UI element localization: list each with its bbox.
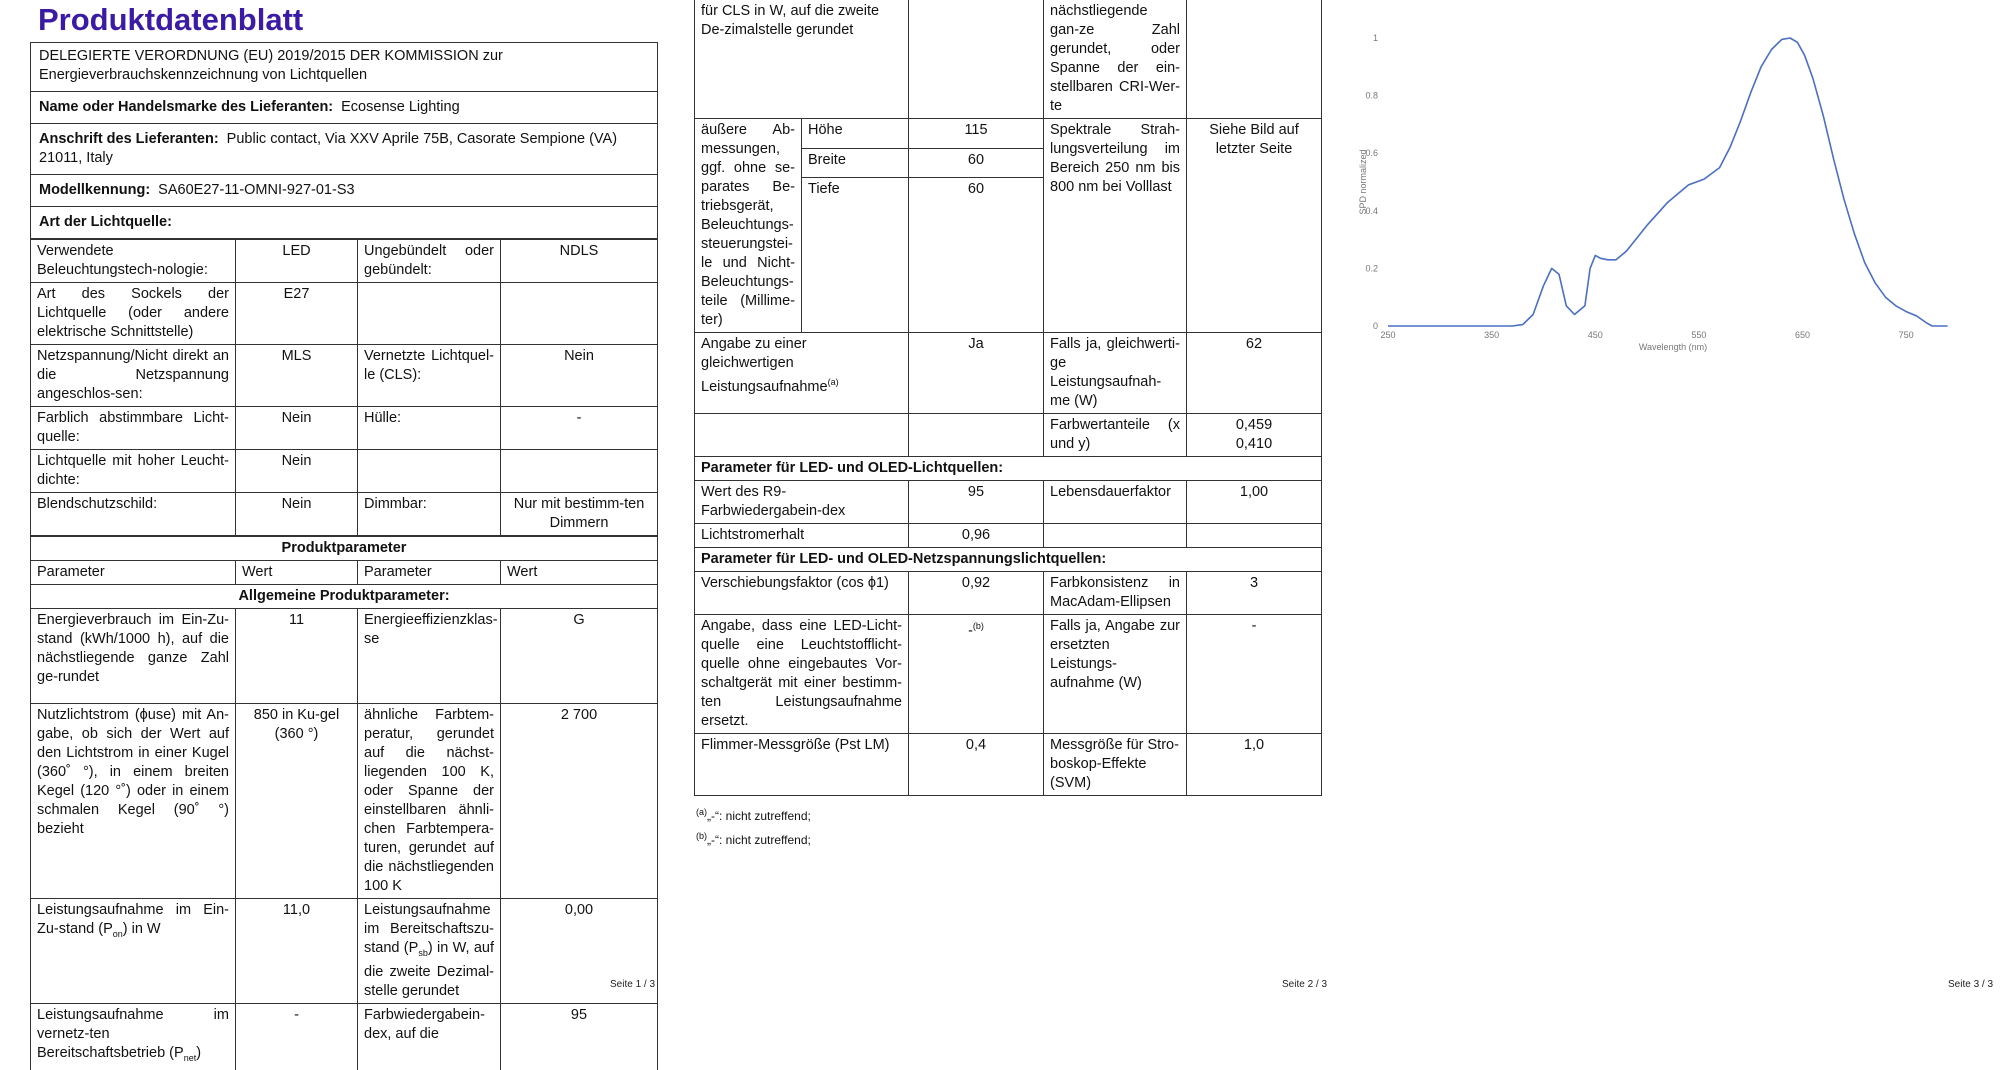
spd-series-line (1388, 38, 1948, 326)
col-value-1: Wert (236, 561, 358, 585)
cont-right-value (1187, 0, 1322, 119)
equiv-value: Ja (909, 333, 1044, 414)
page-3-footer: Seite 3 / 3 (1948, 979, 1994, 990)
regulation-header: DELEGIERTE VERORDNUNG (EU) 2019/2015 DER KOMMISSION zur Energieverbrauchskennzeichnung von Lichtquellen (30, 42, 658, 92)
dim-height-label: Höhe (802, 119, 909, 149)
source-label2-5: Dimmbar: (358, 493, 501, 536)
general-label-1: Nutzlichtstrom (ϕuse) mit An-gabe, ob sich der Wert auf den Lichtstrom in einer Kugel (360˚ °), in einem breiten Kegel (120 °˚) oder in einem schmalen Kegel (90˚ °) bezieht (31, 704, 236, 899)
general-value-0: 11 (236, 609, 358, 704)
y-tick-label: 0.2 (1365, 263, 1378, 274)
strobo-value: 1,0 (1187, 734, 1322, 796)
replace-power-value: - (1187, 615, 1322, 734)
source-value-3: Nein (236, 407, 358, 450)
flicker-label: Flimmer-Messgröße (Pst LM) (695, 734, 909, 796)
source-label2-4 (358, 450, 501, 493)
source-value-0: LED (236, 240, 358, 283)
general-value2-0: G (501, 609, 658, 704)
equiv-power-label: Falls ja, gleichwerti-ge Leistungsaufnah-me (W) (1044, 333, 1187, 414)
source-value2-1 (501, 283, 658, 345)
r9-value: 95 (909, 481, 1044, 524)
model-row (30, 175, 658, 207)
model-value: SA60E27-11-OMNI-927-01-S3 (158, 182, 355, 198)
general-label2-0: Energieeffizienzklas-se (358, 609, 501, 704)
x-axis-label: Wavelength (nm) (1638, 342, 1708, 352)
source-label-1: Art des Sockels der Lichtquelle (oder andere elektrische Schnittstelle) (31, 283, 236, 345)
x-tick-label: 450 (1587, 330, 1603, 340)
x-tick-label: 750 (1898, 330, 1914, 340)
lumen-value: 0,96 (909, 524, 1044, 548)
general-value-1: 850 in Ku-gel (360 °) (236, 704, 358, 899)
standby-label: Leistungsaufnahme im Bereitschaftszu-stand $(P_{sb})$ in W, auf die zweite Dezimal-stelle gerundet (358, 899, 501, 1004)
y-tick-label: 0 (1372, 321, 1378, 331)
page-1 (30, 0, 658, 1070)
replace-power-label: Falls ja, Angabe zur ersetzten Leistungs-aufnahme (W) (1044, 615, 1187, 734)
page-1-footer: Seite 1 / 3 (610, 979, 656, 990)
source-label-4: Lichtquelle mit hoher Leucht-dichte: (31, 450, 236, 493)
equiv-label: Angabe zu einer gleichwertigen Leistungsaufnahme$^{(a)}$ (695, 333, 909, 414)
col-parameter-1: Parameter (31, 561, 236, 585)
page-2-footer: Seite 2 / 3 (1282, 979, 1328, 990)
cri-label: Farbwiedergabein-dex, auf die (358, 1003, 501, 1069)
macadam-label: Farbkonsistenz in MacAdam-Ellipsen (1044, 572, 1187, 615)
source-value-2: MLS (236, 345, 358, 407)
footnote-a: $^{(a)}$„-“: nicht zutreffend; (696, 807, 811, 823)
dim-width-value: 60 (909, 148, 1044, 178)
power-on-label: Leistungsaufnahme im Ein-Zu-stand $(P_{on})$ in W (31, 899, 236, 1004)
col-parameter-2: Parameter (358, 561, 501, 585)
lumen-label: Lichtstromerhalt (695, 524, 909, 548)
supplier-address-label: Anschrift des Lieferanten: (39, 131, 219, 147)
page-title: Produktdatenblatt (38, 2, 304, 37)
power-on-value: 11,0 (236, 899, 358, 1004)
source-type-heading: Art der Lichtquelle: (30, 207, 658, 239)
life-label: Lebensdauerfaktor (1044, 481, 1187, 524)
general-label-0: Energieverbrauch im Ein-Zu-stand (kWh/1000 h), auf die nächstliegende ganze Zahl ge-rundet (31, 609, 236, 704)
dim-height-value: 115 (909, 119, 1044, 149)
general-value2-1: 2 700 (501, 704, 658, 899)
source-label-2: Netzspannung/Nicht direkt an die Netzspannung angeschlos-sen: (31, 345, 236, 407)
product-params-table (30, 536, 658, 1070)
spd-chart (1358, 20, 1978, 360)
source-label2-3: Hülle: (358, 407, 501, 450)
dim-width-label: Breite (802, 148, 909, 178)
dims-label: äußere Ab-messungen, ggf. ohne se-parates Be-triebsgerät, Beleuchtungs-steuerungstei-le und Nicht-Beleuchtungs-teile (Millime-ter) (695, 119, 802, 333)
page-2 (694, 0, 1322, 850)
y-tick-label: 0.6 (1365, 148, 1378, 159)
net-standby-label: Leistungsaufnahme im vernetz-ten Bereitschaftsbetrieb $(P_{net})$ (31, 1003, 236, 1069)
y-tick-label: 0.4 (1365, 205, 1378, 216)
equiv-power-value: 62 (1187, 333, 1322, 414)
y-tick-label: 1 (1372, 33, 1378, 43)
footnotes (694, 802, 1322, 850)
footnote-b: $^{(b)}$„-“: nicht zutreffend; (696, 831, 811, 847)
source-label2-0: Ungebündelt oder gebündelt: (358, 240, 501, 283)
page-2-table (694, 0, 1322, 796)
product-params-heading: Produktparameter (31, 537, 658, 561)
chroma-empty-value (909, 414, 1044, 457)
supplier-name-label: Name oder Handelsmarke des Lieferanten: (39, 99, 334, 115)
chroma-label: Farbwertanteile (x und y) (1044, 414, 1187, 457)
general-label2-1: ähnliche Farbtem-peratur, gerundet auf die nächst-liegenden 100 K, oder Spanne der einstellbaren ähnli-chen Farbtempera-turen, gerundet auf die nächstliegenden 100 K (358, 704, 501, 899)
source-table (30, 239, 658, 536)
mains-params-heading: Parameter für LED- und OLED-Netzspannungslichtquellen: (695, 548, 1322, 572)
standby-value: 0,00 (501, 899, 658, 1004)
source-value2-0: NDLS (501, 240, 658, 283)
supplier-name-value: Ecosense Lighting (341, 99, 460, 115)
x-tick-label: 650 (1795, 330, 1811, 340)
spectral-value: Siehe Bild auf letzter Seite (1187, 119, 1322, 333)
cont-right-label: nächstliegende gan-ze Zahl gerundet, oder Spanne der ein-stellbaren CRI-Wer-te (1044, 0, 1187, 119)
net-standby-value: - (236, 1003, 358, 1069)
source-label2-2: Vernetzte Lichtquel-le (CLS): (358, 345, 501, 407)
dim-depth-label: Tiefe (802, 178, 909, 333)
source-label-3: Farblich abstimmbare Licht-quelle: (31, 407, 236, 450)
source-label2-1 (358, 283, 501, 345)
general-params-heading: Allgemeine Produktparameter: (31, 585, 658, 609)
source-label-0: Verwendete Beleuchtungstech-nologie: (31, 240, 236, 283)
replace-label: Angabe, dass eine LED-Licht-quelle eine Leuchtstofflicht-quelle ohne eingebautes Vor-schaltgerät mit einer bestimm-ten Leistungsaufnahme ersetzt. (695, 615, 909, 734)
macadam-value: 3 (1187, 572, 1322, 615)
r9-label: Wert des R9-Farbwiedergabein-dex (695, 481, 909, 524)
source-label-5: Blendschutzschild: (31, 493, 236, 536)
chroma-values: 0,459 0,410 (1187, 414, 1322, 457)
life-value: 1,00 (1187, 481, 1322, 524)
shift-value: 0,92 (909, 572, 1044, 615)
cri-value: 95 (501, 1003, 658, 1069)
lumen-empty-label (1044, 524, 1187, 548)
chroma-empty-label (695, 414, 909, 457)
supplier-address-row (30, 124, 658, 175)
x-tick-label: 250 (1380, 330, 1396, 340)
spd-chart-svg (1358, 20, 1978, 360)
y-tick-label: 0.8 (1365, 90, 1378, 101)
cont-left-value (909, 0, 1044, 119)
source-value2-3: - (501, 407, 658, 450)
source-value2-4 (501, 450, 658, 493)
supplier-address-value: Public contact, Via XXV Aprile 75B, Casorate Sempione (VA) 21011, Italy (39, 131, 618, 166)
lumen-empty-value (1187, 524, 1322, 548)
supplier-name-row (30, 92, 658, 124)
source-value-4: Nein (236, 450, 358, 493)
source-value2-5: Nur mit bestimm-ten Dimmern (501, 493, 658, 536)
col-value-2: Wert (501, 561, 658, 585)
dim-depth-value: 60 (909, 178, 1044, 333)
page-3 (1358, 0, 1978, 1001)
source-value-5: Nein (236, 493, 358, 536)
cont-left-label: für CLS in W, auf die zweite De-zimalstelle gerundet (695, 0, 909, 119)
led-params-heading: Parameter für LED- und OLED-Lichtquellen: (695, 457, 1322, 481)
strobo-label: Messgröße für Stro-boskop-Effekte (SVM) (1044, 734, 1187, 796)
x-tick-label: 350 (1484, 330, 1500, 340)
flicker-value: 0,4 (909, 734, 1044, 796)
x-tick-label: 550 (1691, 330, 1707, 340)
replace-value: -$^{(b)}$ (909, 615, 1044, 734)
shift-label: Verschiebungsfaktor (cos ϕ1) (695, 572, 909, 615)
spectral-label: Spektrale Strah-lungsverteilung im Bereich 250 nm bis 800 nm bei Volllast (1044, 119, 1187, 333)
source-value-1: E27 (236, 283, 358, 345)
y-axis-label: SPD normalized (1358, 149, 1368, 215)
model-label: Modellkennung: (39, 182, 151, 198)
source-value2-2: Nein (501, 345, 658, 407)
